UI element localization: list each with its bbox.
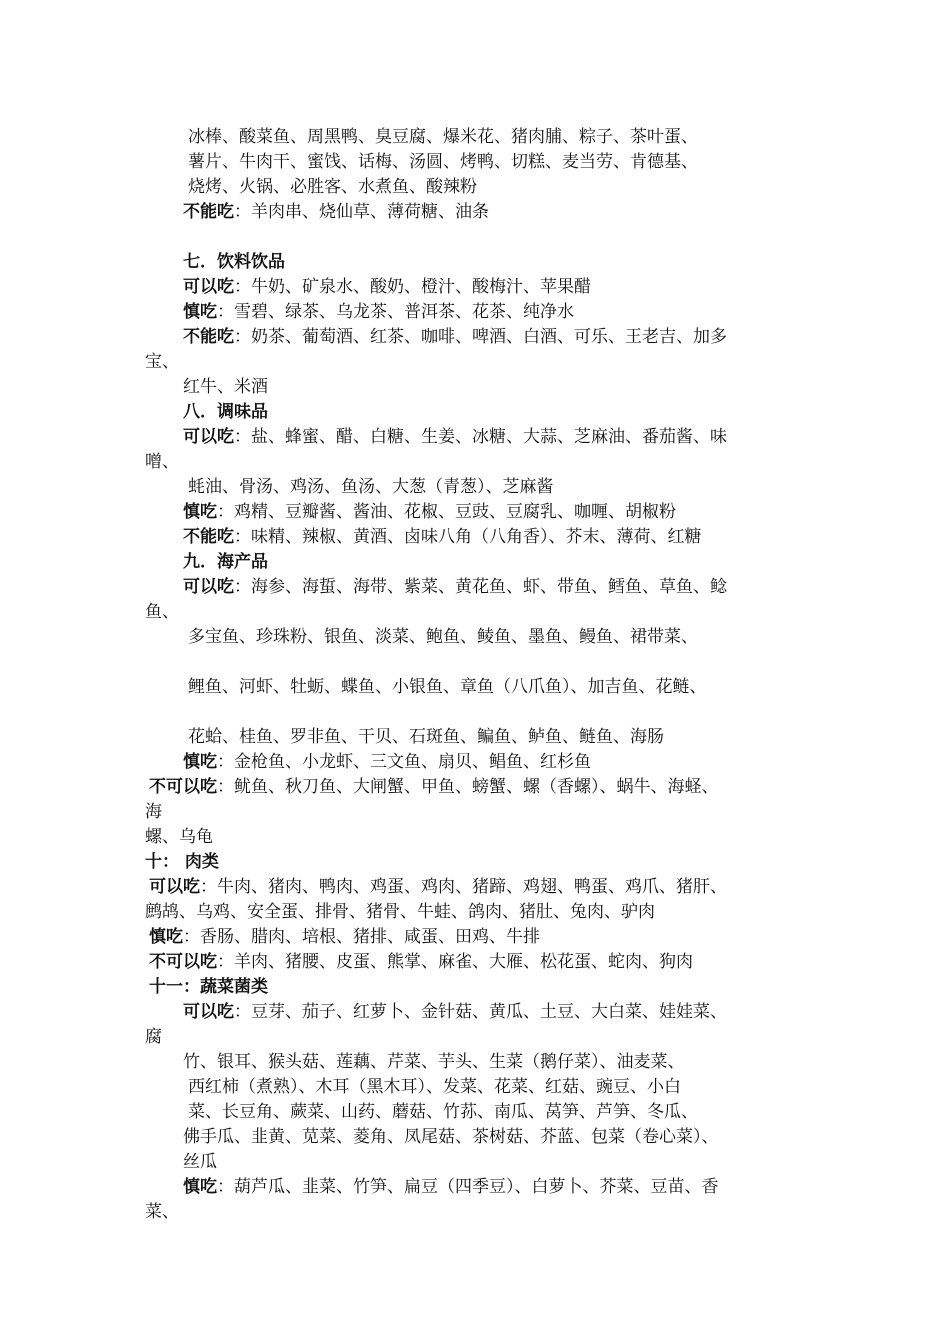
text-line: 红牛、米酒 — [183, 377, 268, 397]
section-heading: 十： 肉类 — [145, 852, 219, 872]
section-heading: 八．调味品 — [183, 402, 268, 422]
text-line: 丝瓜 — [183, 1152, 217, 1172]
text-line: 鹧鸪、乌鸡、安全蛋、排骨、猪骨、牛蛙、鸽肉、猪肚、兔肉、驴肉 — [145, 902, 655, 922]
text-line: 慎吃：雪碧、绿茶、乌龙茶、普洱茶、花茶、纯净水 — [183, 302, 574, 322]
text-line: 鱼、 — [145, 602, 179, 622]
text-line: 海 — [145, 802, 162, 822]
text-line: 可以吃：豆芽、茄子、红萝卜、金针菇、黄瓜、土豆、大白菜、娃娃菜、 — [183, 1002, 727, 1022]
text-line: 可以吃：牛肉、猪肉、鸭肉、鸡蛋、鸡肉、猪蹄、鸡翅、鸭蛋、鸡爪、猪肝、 — [149, 877, 727, 897]
text-line: 烧烤、火锅、必胜客、水煮鱼、酸辣粉 — [188, 177, 477, 197]
text-line: 菜、 — [145, 1202, 179, 1222]
text-line: 慎吃：香肠、腊肉、培根、猪排、咸蛋、田鸡、牛排 — [149, 927, 540, 947]
text-line: 慎吃：葫芦瓜、韭菜、竹笋、扁豆（四季豆）、白萝卜、芥菜、豆苗、香 — [183, 1177, 719, 1197]
text-line: 佛手瓜、韭黄、苋菜、菱角、凤尾菇、茶树菇、芥蓝、包菜（卷心菜）、 — [183, 1127, 719, 1147]
text-line: 花蛤、桂鱼、罗非鱼、干贝、石斑鱼、鳊鱼、鲈鱼、鲢鱼、海肠 — [188, 727, 664, 747]
text-line: 竹、银耳、猴头菇、莲藕、芹菜、芋头、生菜（鹅仔菜）、油麦菜、 — [183, 1052, 685, 1072]
text-line: 噌、 — [145, 452, 179, 472]
text-line: 冰棒、酸菜鱼、周黑鸭、臭豆腐、爆米花、猪肉脯、粽子、茶叶蛋、 — [188, 127, 698, 147]
text-line: 不能吃：羊肉串、烧仙草、薄荷糖、油条 — [183, 202, 489, 222]
text-line: 蚝油、骨汤、鸡汤、鱼汤、大葱（青葱）、芝麻酱 — [188, 477, 554, 497]
text-line: 不可以吃：鱿鱼、秋刀鱼、大闸蟹、甲鱼、螃蟹、螺（香螺）、蜗牛、海蛏、 — [149, 777, 719, 797]
text-line: 可以吃：盐、蜂蜜、醋、白糖、生姜、冰糖、大蒜、芝麻油、番茄酱、味 — [183, 427, 727, 447]
section-heading: 九．海产品 — [183, 552, 268, 572]
text-line: 螺、乌龟 — [145, 827, 213, 847]
section-heading: 十一：蔬菜菌类 — [149, 977, 268, 997]
text-line: 慎吃：鸡精、豆瓣酱、酱油、花椒、豆豉、豆腐乳、咖喱、胡椒粉 — [183, 502, 676, 522]
text-line: 多宝鱼、珍珠粉、银鱼、淡菜、鲍鱼、鲮鱼、墨鱼、鳗鱼、裙带菜、 — [188, 627, 698, 647]
text-line: 可以吃：牛奶、矿泉水、酸奶、橙汁、酸梅汁、苹果醋 — [183, 277, 591, 297]
section-heading: 七．饮料饮品 — [183, 252, 285, 272]
text-line: 鲤鱼、河虾、牡蛎、蝶鱼、小银鱼、章鱼（八爪鱼）、加吉鱼、花鲢、 — [188, 677, 707, 697]
text-line: 可以吃：海参、海蜇、海带、紫菜、黄花鱼、虾、带鱼、鳕鱼、草鱼、鲶 — [183, 577, 727, 597]
text-line: 不能吃：奶茶、葡萄酒、红茶、咖啡、啤酒、白酒、可乐、王老吉、加多 — [183, 327, 727, 347]
text-line: 菜、长豆角、蕨菜、山药、蘑菇、竹荪、南瓜、莴笋、芦笋、冬瓜、 — [188, 1102, 698, 1122]
text-line: 慎吃：金枪鱼、小龙虾、三文鱼、扇贝、鲳鱼、红杉鱼 — [183, 752, 591, 772]
text-line: 宝、 — [145, 352, 179, 372]
text-line: 不能吃：味精、辣椒、黄酒、卤味八角（八角香）、芥末、薄荷、红糖 — [183, 527, 702, 547]
text-line: 薯片、牛肉干、蜜饯、话梅、汤圆、烤鸭、切糕、麦当劳、肯德基、 — [188, 152, 698, 172]
text-line: 西红柿（煮熟）、木耳（黑木耳）、发菜、花菜、红菇、豌豆、小白 — [188, 1077, 681, 1097]
text-line: 腐 — [145, 1027, 162, 1047]
text-line: 不可以吃：羊肉、猪腰、皮蛋、熊掌、麻雀、大雁、松花蛋、蛇肉、狗肉 — [149, 952, 693, 972]
